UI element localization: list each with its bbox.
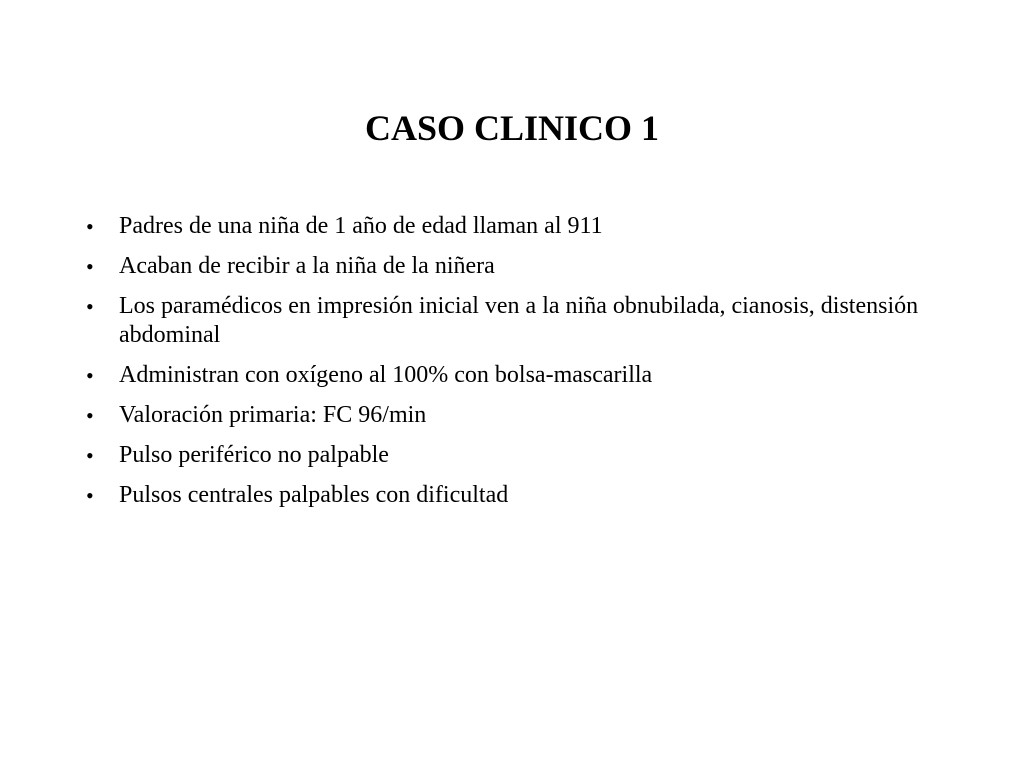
bullet-text: Administran con oxígeno al 100% con bolsa-mascarilla: [119, 362, 653, 388]
bullet-item: [86, 361, 926, 390]
bullet-item: [86, 252, 926, 281]
bullet-icon: •: [86, 363, 94, 388]
bullet-item: [86, 292, 926, 350]
bullet-list: [86, 212, 926, 521]
bullet-text: Acaban de recibir a la niña de la niñera: [119, 253, 495, 279]
bullet-item: [86, 481, 926, 510]
bullet-icon: •: [86, 294, 94, 319]
bullet-text: Los paramédicos en impresión inicial ven a la niña obnubilada, cianosis, distensión abdominal: [119, 293, 919, 348]
slide-title: CASO CLINICO 1: [364, 108, 660, 148]
bullet-item: [86, 441, 926, 470]
bullet-text: Padres de una niña de 1 año de edad llaman al 911: [119, 213, 603, 239]
bullet-item: [86, 401, 926, 430]
bullet-text: Pulsos centrales palpables con dificultad: [119, 482, 509, 508]
bullet-text: Valoración primaria: FC 96/min: [119, 402, 427, 428]
bullet-icon: •: [86, 443, 94, 468]
bullet-item: [86, 212, 926, 241]
bullet-icon: •: [86, 254, 94, 279]
bullet-icon: •: [86, 214, 94, 239]
bullet-icon: •: [86, 403, 94, 428]
bullet-text: Pulso periférico no palpable: [119, 442, 389, 468]
bullet-icon: •: [86, 483, 94, 508]
